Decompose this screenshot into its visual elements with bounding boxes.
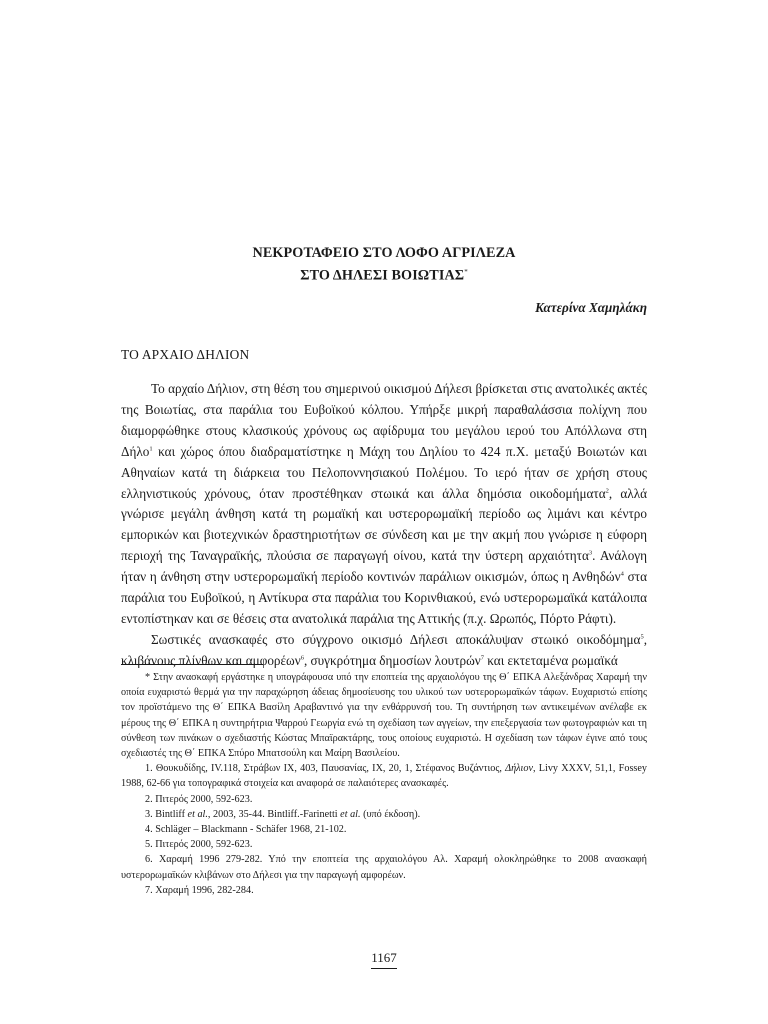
footnote-ref-2: 2	[605, 487, 609, 495]
footnote-1	[121, 761, 647, 791]
footnote-star: * Στην ανασκαφή εργάστηκε η υπογράφουσα υπό την εποπτεία της αρχαιολόγου της Θ΄ ΕΠΚΑ Αλεξάνδρας Χαραμή την οποία ευχαριστώ θερμά για την παραχώρηση άδειας δημοσίευσης του υλικού των υστερορωμαϊκών τάφων. Ευχαριστώ επίσης τον προϊστάμενο της Θ΄ ΕΠΚΑ Βασίλη Αραβαντινό για την ενθάρρυνσή του. Τη συντήρηση των αντικειμένων ανέλαβε εκ μέρους της Θ΄ ΕΠΚΑ η συντηρήτρια Ψαρρού Γεωργία ενώ τη σχεδίαση των αγγείων, την επεξεργασία των φωτογραφιών και τη σύνθεση των πινάκων ο σχεδιαστής Κώστας Μπαϊρακτάρης, τους οποίους ευχαριστώ. Η σχεδίαση των τάφων έγινε από τους σχεδιαστές της Θ΄ ΕΠΚΑ Σπύρο Μπατσούλη και Μαίρη Βασιλείου.	[121, 672, 647, 760]
footnote-1-part-1: 1. Θουκυδίδης, IV.118, Στράβων IX, 403, Παυσανίας, IX, 20, 1, Στέφανος Βυζάντιος,	[145, 763, 506, 775]
footnote-ref-3: 3	[588, 549, 593, 557]
page-number-text: 1167	[371, 950, 397, 969]
body-text	[121, 379, 647, 672]
footnote-4: 4. Schläger – Blackmann - Schäfer 1968, 21-102.	[145, 824, 347, 836]
paragraph-1-part-4: . Ανάλογη ήταν η άνθηση στην υστερορωμαϊκή περίοδο κοντινών παράλιων οικισμών, όπως η Ανθηδών	[121, 548, 648, 585]
footnote-3	[121, 807, 647, 822]
page	[121, 0, 647, 1024]
footnote-1-part-2: , Livy XXXV, 51,1, Fossey 1988, 62-66 για τοπογραφικά στοιχεία και αναφορά σε παλαιότερες ανασκαφές.	[121, 763, 647, 790]
footnote-separator	[121, 664, 263, 665]
footnote-ref-7: 7	[480, 654, 484, 662]
title-line-1: ΝΕΚΡΟΤΑΦΕΙΟ ΣΤΟ ΛΟΦΟ ΑΓΡΙΛΕΖΑ	[252, 245, 516, 261]
footnote-3-italic-1: et al.	[187, 808, 208, 820]
article-title	[121, 244, 647, 286]
footnote-ref-4: 4	[620, 570, 624, 578]
title-footnote-marker: *	[464, 268, 468, 276]
footnote-6: 6. Χαραμή 1996 279-282. Υπό την εποπτεία της αρχαιολόγου Αλ. Χαραμή ολοκληρώθηκε το 2008 ανασκαφή υστερορωμαϊκών κλιβάνων στο Δήλεσι για την παραγωγή αμφορέων.	[121, 854, 647, 881]
paragraph-1-part-1: Το αρχαίο Δήλιον, στη θέση του σημερινού οικισμού Δήλεσι βρίσκεται στις ανατολικές ακτές της Βοιωτίας, στα παράλια του Ευβοϊκού κόλπου. Υπήρξε μικρή παραθαλάσσια πολίχνη που διαμορφώθηκε στους κλασικούς χρόνους ως αφίδρυμα του μεγάλου ιερού του Απόλλωνα στη Δήλο	[121, 381, 647, 459]
footnote-1-italic: Δήλιον	[505, 763, 534, 775]
paragraph-2	[121, 630, 647, 672]
footnotes	[121, 670, 647, 898]
paragraph-1	[121, 379, 647, 630]
paragraph-2-part-4: και εκτεταμένα ρωμαϊκά	[483, 652, 618, 668]
paragraph-2-part-3: , συγκρότημα δημοσίων λουτρών	[303, 652, 481, 668]
paragraph-2-part-1: Σωστικές ανασκαφές στο σύγχρονο οικισμό Δήλεσι αποκάλυψαν στωικό οικοδόμημα	[151, 631, 641, 647]
footnote-3-part-1: 3. Bintliff	[145, 808, 188, 820]
footnote-ref-6: 6	[300, 654, 304, 662]
paragraph-2-part-2: , κλιβάνους πλίνθων και αμφορέων	[121, 631, 647, 668]
footnote-ref-5: 5	[640, 633, 644, 641]
author-name: Κατερίνα Χαμηλάκη	[535, 300, 647, 315]
section-heading: ΤΟ ΑΡΧΑΙΟ ΔΗΛΙΟΝ	[121, 347, 250, 362]
paragraph-1-part-3: , αλλά γνώρισε μεγάλη άνθηση κατά τη ρωμαϊκή και υστερορωμαϊκή περίοδο ως λιμάνι και κέντρο εμπορικών και βιοτεχνικών δραστηριοτήτων σε σύνδεση και με την ακμή που γνώρισε η εύφορη περιοχή της Ταναγραϊκής, πλούσια σε παραγωγή οίνου, κατά την ύστερη αρχαιότητα	[121, 485, 647, 564]
title-line-2-text: ΣΤΟ ΔΗΛΕΣΙ ΒΟΙΩΤΙΑΣ	[300, 267, 465, 284]
footnote-5: 5. Πιτερός 2000, 592-623.	[145, 839, 253, 851]
footnote-7: 7. Χαραμή 1996, 282-284.	[145, 884, 254, 896]
paragraph-1-part-2: και χώρος όπου διαδραματίστηκε η Μάχη του Δηλίου το 424 π.Χ. μεταξύ Βοιωτών και Αθηναίων κατά τη διάρκεια του Πελοποννησιακού Πολέμου. Το ιερό ήταν σε χρήση στους ελληνιστικούς χρόνους, όταν προστέθηκαν στωικά και άλλα δημόσια οικοδομήματα	[121, 443, 647, 501]
footnote-ref-1: 1	[149, 445, 153, 453]
title-line-2	[121, 263, 647, 286]
footnote-3-part-3: (υπό έκδοση).	[360, 808, 421, 820]
footnote-3-italic-2: et al.	[340, 808, 361, 820]
paragraph-1-part-5: στα παράλια του Ευβοϊκού, η Αντίκυρα στα παράλια του Κορινθιακού, ενώ υστερορωμαϊκά κατάλοιπα εντοπίστηκαν και σε θέσεις στα ανατολικά παράλια της Αττικής (π.χ. Ωρωπός, Πόρτο Ράφτι).	[121, 569, 647, 626]
footnote-2: 2. Πιτερός 2000, 592-623.	[145, 793, 253, 805]
footnote-3-part-2: , 2003, 35-44. Bintliff.-Farinetti	[207, 808, 341, 820]
page-number	[121, 950, 647, 969]
